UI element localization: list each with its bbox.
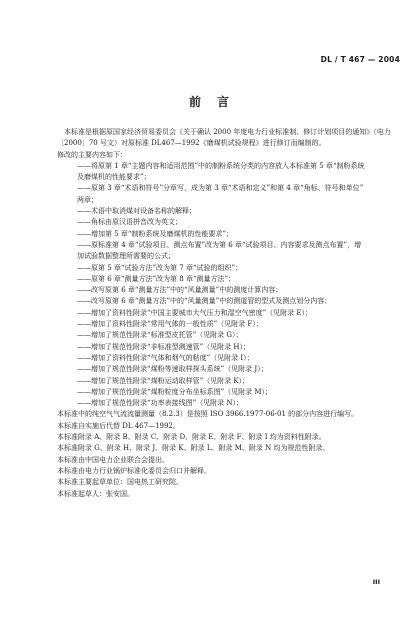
change-item: ——增加了规范性附录“标准型皮托管”（见附录 G）；	[77, 331, 243, 340]
change-item: ——增加了资料性附录“气体和烟气的粘度”（见附录 I）；	[77, 353, 254, 362]
change-item: ——原第 6 章“测量方法”改为第 8 章“测量方法”；	[77, 274, 236, 283]
change-item: ——增加了规范性附录“非标准型测速管”（见附录 H）；	[77, 342, 250, 351]
change-item: ——增加了规范性附录“功率表接线图”（见附录 N）；	[77, 399, 244, 408]
change-item: ——增加了规范性附录“煤粉等速取样探头系统”（见附录 J）；	[77, 365, 268, 374]
body-paragraph: 本标准主要起草单位：国电热工研究院。	[57, 478, 183, 487]
body-paragraph: 本标准起草人：张安国。	[57, 489, 134, 498]
change-item: ——原标准第 4 章“试验项目、测点布置”改为第 6 章“试验项目、内容要求及测点布置”，增	[77, 240, 362, 249]
body-paragraph: 本标准中的纯空气气流流量测量（8.2.3）是按照 ISO 3966.1977-06-01 的部分内容进行编写。	[57, 410, 359, 419]
change-item: ——增加第 5 章“制粉系统及磨煤机的性能要求”；	[77, 229, 234, 238]
body-paragraph: 本标准由中国电力企业联合会提出。	[57, 455, 169, 464]
change-item-continuation: 加试验数据整理所需要的公式；	[77, 252, 175, 261]
change-item: ——增加了资料性附录“常用气体的一般性质”（见附录 F）；	[77, 320, 263, 329]
change-item: ——原第 3 章“术语和符号”分章写，成为第 3 章“术语和定义”和第 4 章“角标、符号和单位”	[77, 184, 364, 193]
change-item: ——改写原第 6 章“测量方法”中的“风量测量”中的测度计算内容；	[77, 286, 283, 295]
change-item: ——角标由原汉语拼音改为英文；	[77, 218, 182, 227]
change-item: ——术语中取消煤对设备名称的解释；	[77, 207, 196, 216]
change-item: ——增加了规范性附录“煤粉粒度分布坐标系图”（见附录 M）；	[77, 387, 273, 396]
change-item: ——原第 5 章“试验方法”改为第 7 章“试验的组织”；	[77, 263, 243, 272]
changes-heading: 修改的主要内容如下：	[57, 150, 127, 159]
change-item-continuation: 及磨煤机的性能要求”；	[77, 173, 151, 182]
change-item-continuation: 两章；	[77, 195, 98, 204]
standard-code: DL / T 467 — 2004	[320, 55, 400, 64]
page-title: 前 言	[188, 95, 231, 109]
foreword-body	[57, 127, 395, 500]
change-item: ——增加了规范性附录“煤粉运动取样管”（见附录 K）；	[77, 376, 250, 385]
change-item: ——将原第 1 章“主题内容和适用范围”中的制粉系统分类的内容放入本标准第 5 章“制粉系统	[77, 161, 365, 170]
body-paragraph: 本标准由电力行业锅炉标准化委员会归口并解释。	[57, 466, 211, 475]
body-paragraph: 本标准附录 A、附录 B、附录 C、附录 D、附录 E、附录 F、附录 I 均为资料性附录。	[57, 433, 326, 442]
body-paragraph: 本标准附录 G、附录 H、附录 J、附录 K、附录 L、附录 M、附录 N 均为规范性附录。	[57, 444, 330, 453]
change-item: ——增加了资料性附录“中国主要城市大气压力和湿空气密度”（见附录 E）；	[77, 308, 312, 317]
intro-paragraph: 本标准是根据原国家经济贸易委员会《关于确认 2000 年度电力行业标准制、修订计划项目的通知》（电力〔2000〕70 号文）对原标准 DL467—1992《磨煤机试验规程》进行修订而编制的。	[57, 128, 391, 148]
page-number: III	[372, 578, 380, 586]
change-item: ——改写原第 6 章“测量方法”中的“风量测量”中的测道管的型式及测点划分内容；	[77, 297, 332, 306]
body-paragraph: 本标准自实施后代替 DL 467—1992。	[57, 421, 180, 430]
